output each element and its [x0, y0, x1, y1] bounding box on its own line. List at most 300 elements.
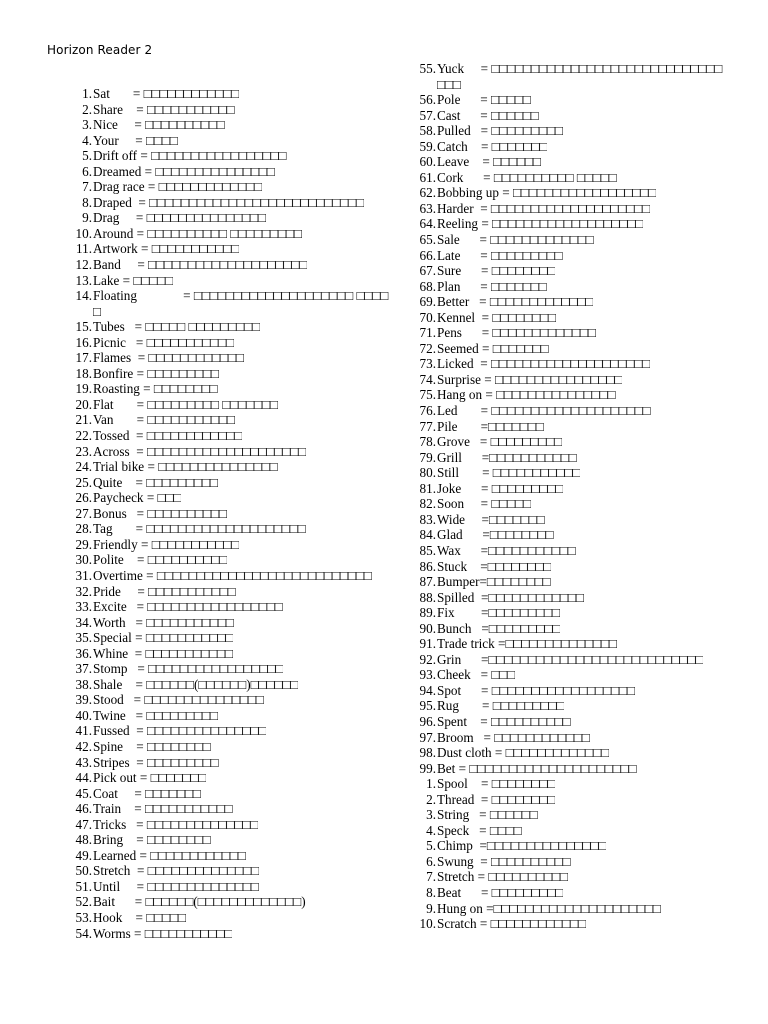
entry-text: Whine = □□□□□□□□□□□: [93, 645, 234, 661]
document-title: Horizon Reader 2: [47, 43, 153, 57]
vocab-entry: [60, 506, 400, 522]
entry-text: Tubes = □□□□□ □□□□□□□□□: [93, 319, 261, 335]
entry-text: Twine = □□□□□□□□□: [93, 707, 219, 723]
entry-number: 98.: [419, 745, 436, 761]
entry-number: 95.: [419, 698, 436, 714]
entry-number: 10.: [419, 916, 436, 932]
vocab-entry: [60, 630, 400, 646]
vocab-entry: [60, 319, 400, 335]
entry-text: Picnic = □□□□□□□□□□□: [93, 334, 235, 350]
entry-text: Bonus = □□□□□□□□□□: [93, 505, 227, 521]
entry-text: Worth = □□□□□□□□□□□: [93, 614, 234, 630]
entry-number: 16.: [75, 334, 92, 350]
vocab-entry: [404, 574, 730, 590]
entry-number: 59.: [419, 138, 436, 154]
vocab-entry: [60, 86, 400, 102]
vocab-entry: [404, 792, 730, 808]
entry-text: Flat = □□□□□□□□□ □□□□□□□: [93, 396, 279, 412]
entry-text: Van = □□□□□□□□□□□: [93, 412, 235, 428]
vocab-entry: [404, 605, 730, 621]
vocab-entry: [404, 201, 730, 217]
vocab-entry: [404, 139, 730, 155]
entry-text: Excite = □□□□□□□□□□□□□□□□□: [93, 599, 283, 615]
entry-text: Stood = □□□□□□□□□□□□□□□: [93, 692, 264, 708]
entry-number: 58.: [419, 123, 436, 139]
vocab-entry: [60, 350, 400, 366]
entry-text: Tag = □□□□□□□□□□□□□□□□□□□□: [93, 521, 306, 537]
entry-number: 82.: [419, 496, 436, 512]
entry-text: Drag = □□□□□□□□□□□□□□□: [93, 210, 267, 226]
entry-text: Hook = □□□□□: [93, 909, 187, 925]
entry-number: 50.: [75, 863, 92, 879]
vocab-entry: [60, 164, 400, 180]
entry-text: Pens = □□□□□□□□□□□□□: [437, 325, 596, 341]
vocab-entry: [60, 459, 400, 475]
entry-text: Pick out = □□□□□□□: [93, 770, 207, 786]
entry-number: 64.: [419, 216, 436, 232]
vocab-entry: [404, 294, 730, 310]
entry-number: 78.: [419, 434, 436, 450]
vocab-entry: [404, 527, 730, 543]
vocab-entry: [60, 677, 400, 693]
entry-text: Polite = □□□□□□□□□□: [93, 552, 228, 568]
entry-number: 66.: [419, 247, 436, 263]
vocab-entry: [404, 403, 730, 419]
vocab-entry: [404, 916, 730, 932]
entry-number: 6.: [426, 853, 436, 869]
entry-text: Artwork = □□□□□□□□□□□: [93, 241, 240, 257]
vocab-entry: [60, 490, 400, 506]
entry-number: 26.: [75, 490, 92, 506]
entry-number: 94.: [419, 682, 436, 698]
entry-text: Yuck = □□□□□□□□□□□□□□□□□□□□□□□□□□□□□□□□: [437, 61, 723, 92]
vocab-entry: [404, 92, 730, 108]
vocab-entry: [404, 310, 730, 326]
vocab-entry: [404, 356, 730, 372]
entry-number: 15.: [75, 319, 92, 335]
entry-text: Better = □□□□□□□□□□□□□: [437, 294, 594, 310]
entry-number: 80.: [419, 465, 436, 481]
vocab-entry: [60, 521, 400, 537]
vocab-entry: [60, 910, 400, 926]
vocab-entry: [404, 279, 730, 295]
entry-number: 75.: [419, 387, 436, 403]
entry-text: Fussed = □□□□□□□□□□□□□□□: [93, 723, 267, 739]
vocab-entry: [60, 210, 400, 226]
entry-text: Spot = □□□□□□□□□□□□□□□□□□: [437, 682, 636, 698]
vocab-entry: [60, 366, 400, 382]
entry-number: 36.: [75, 645, 92, 661]
entry-number: 28.: [75, 521, 92, 537]
entry-text: Stomp = □□□□□□□□□□□□□□□□□: [93, 661, 284, 677]
entry-text: Coat = □□□□□□□: [93, 785, 201, 801]
vocab-entry: [60, 584, 400, 600]
entry-text: Pulled = □□□□□□□□□: [437, 123, 564, 139]
entry-text: Cork = □□□□□□□□□□ □□□□□: [437, 169, 617, 185]
entry-number: 56.: [419, 92, 436, 108]
vocab-entry: [404, 232, 730, 248]
vocab-entry: [60, 755, 400, 771]
entry-number: 44.: [75, 770, 92, 786]
entry-text: Harder = □□□□□□□□□□□□□□□□□□□□: [437, 200, 651, 216]
entry-number: 57.: [419, 107, 436, 123]
entry-text: Grill =□□□□□□□□□□□: [437, 449, 577, 465]
entry-text: Bobbing up = □□□□□□□□□□□□□□□□□□: [437, 185, 657, 201]
entry-number: 60.: [419, 154, 436, 170]
entry-text: Bumper=□□□□□□□□: [437, 574, 551, 590]
entry-number: 6.: [82, 163, 92, 179]
vocab-entry: [60, 288, 400, 319]
entry-number: 8.: [82, 194, 92, 210]
vocab-entry: [404, 761, 730, 777]
vocab-entry: [60, 537, 400, 553]
vocab-entry: [60, 475, 400, 491]
entry-text: Bunch =□□□□□□□□□: [437, 620, 561, 636]
entry-text: Scratch = □□□□□□□□□□□□: [437, 916, 587, 932]
entry-text: Drag race = □□□□□□□□□□□□□: [93, 179, 263, 195]
entry-text: Pole = □□□□□: [437, 92, 531, 108]
vocab-entry: [404, 387, 730, 403]
entry-text: Speck = □□□□: [437, 822, 522, 838]
vocab-entry: [60, 102, 400, 118]
vocab-entry: [404, 636, 730, 652]
vocab-entry: [404, 698, 730, 714]
entry-text: Floating = □□□□□□□□□□□□□□□□□□□□ □□□□□: [93, 288, 389, 319]
vocab-entry: [60, 412, 400, 428]
entry-number: 61.: [419, 169, 436, 185]
vocab-entry: [404, 559, 730, 575]
vocab-entry: [404, 170, 730, 186]
entry-text: Chimp =□□□□□□□□□□□□□□□: [437, 838, 607, 854]
vocab-entry: [404, 512, 730, 528]
entry-text: Led = □□□□□□□□□□□□□□□□□□□□: [437, 403, 651, 419]
vocab-entry: [60, 599, 400, 615]
vocab-entry: [404, 185, 730, 201]
entry-number: 45.: [75, 785, 92, 801]
entry-number: 67.: [419, 263, 436, 279]
entry-number: 87.: [419, 574, 436, 590]
entry-number: 54.: [75, 925, 92, 941]
vocab-entry: [404, 869, 730, 885]
vocab-entry: [60, 397, 400, 413]
vocab-entry: [60, 739, 400, 755]
entry-text: Roasting = □□□□□□□□: [93, 381, 218, 397]
vocab-entry: [60, 257, 400, 273]
entry-text: Spool = □□□□□□□□: [437, 776, 556, 792]
entry-number: 71.: [419, 325, 436, 341]
entry-number: 92.: [419, 651, 436, 667]
entry-number: 29.: [75, 536, 92, 552]
entry-text: Nice = □□□□□□□□□□: [93, 117, 225, 133]
entry-text: Beat = □□□□□□□□□: [437, 884, 564, 900]
entry-number: 74.: [419, 371, 436, 387]
entry-text: Wide =□□□□□□□: [437, 511, 545, 527]
entry-text: Catch = □□□□□□□: [437, 138, 548, 154]
entry-text: Still = □□□□□□□□□□□: [437, 465, 581, 481]
entry-number: 63.: [419, 200, 436, 216]
entry-text: Bet = □□□□□□□□□□□□□□□□□□□□□: [437, 760, 637, 776]
entry-number: 22.: [75, 428, 92, 444]
entry-text: Dust cloth = □□□□□□□□□□□□□: [437, 745, 610, 761]
entry-number: 11.: [76, 241, 92, 257]
entry-number: 40.: [75, 707, 92, 723]
entry-text: Trade trick =□□□□□□□□□□□□□□: [437, 636, 617, 652]
vocab-entry: [404, 885, 730, 901]
entry-text: Tossed = □□□□□□□□□□□□: [93, 428, 243, 444]
entry-text: Seemed = □□□□□□□: [437, 340, 549, 356]
vocab-entry: [404, 434, 730, 450]
entry-number: 65.: [419, 232, 436, 248]
vocab-entry: [404, 621, 730, 637]
entry-text: Your = □□□□: [93, 132, 178, 148]
vocab-entry: [404, 838, 730, 854]
entry-number: 88.: [419, 589, 436, 605]
entry-text: Lake = □□□□□: [93, 272, 174, 288]
vocab-entry: [60, 381, 400, 397]
vocab-entry: [60, 848, 400, 864]
entry-number: 43.: [75, 754, 92, 770]
entry-text: Learned = □□□□□□□□□□□□: [93, 847, 246, 863]
entry-text: Sale = □□□□□□□□□□□□□: [437, 232, 594, 248]
entry-number: 38.: [75, 676, 92, 692]
entry-number: 77.: [419, 418, 436, 434]
entry-number: 2.: [426, 791, 436, 807]
vocab-entry: [404, 481, 730, 497]
entry-number: 53.: [75, 909, 92, 925]
vocab-entry: [404, 108, 730, 124]
entry-number: 70.: [419, 309, 436, 325]
entry-text: Sat = □□□□□□□□□□□□: [93, 86, 240, 101]
vocab-entry: [60, 273, 400, 289]
entry-text: Share = □□□□□□□□□□□: [93, 101, 235, 117]
entry-number: 81.: [419, 480, 436, 496]
entry-text: Stretch = □□□□□□□□□□: [437, 869, 569, 885]
entry-number: 25.: [75, 474, 92, 490]
entry-number: 46.: [75, 801, 92, 817]
entry-number: 89.: [419, 605, 436, 621]
vocab-entry: [404, 372, 730, 388]
entry-text: Quite = □□□□□□□□□: [93, 474, 218, 490]
vocab-entry: [404, 496, 730, 512]
entry-number: 7.: [82, 179, 92, 195]
entry-text: Grin =□□□□□□□□□□□□□□□□□□□□□□□□□□□: [437, 651, 704, 667]
entry-number: 73.: [419, 356, 436, 372]
entry-number: 12.: [75, 257, 92, 273]
vocab-entry: [60, 226, 400, 242]
entry-text: Special = □□□□□□□□□□□: [93, 630, 234, 646]
vocab-entry: [404, 123, 730, 139]
entry-text: Late = □□□□□□□□□: [437, 247, 563, 263]
vocab-entry: [60, 179, 400, 195]
vocab-entry: [60, 335, 400, 351]
entry-text: Pride = □□□□□□□□□□□: [93, 583, 236, 599]
entry-number: 8.: [426, 884, 436, 900]
entry-number: 9.: [426, 900, 436, 916]
entry-number: 39.: [75, 692, 92, 708]
entry-number: 37.: [75, 661, 92, 677]
entry-text: Until = □□□□□□□□□□□□□□: [93, 878, 259, 894]
entry-number: 84.: [419, 527, 436, 543]
entry-number: 47.: [75, 816, 92, 832]
entry-text: Bait = □□□□□□(□□□□□□□□□□□□□): [93, 894, 306, 910]
entry-text: Cast = □□□□□□: [437, 107, 539, 123]
vocab-entry: [404, 901, 730, 917]
entry-number: 69.: [419, 294, 436, 310]
vocab-entry: [404, 683, 730, 699]
vocab-entry: [404, 854, 730, 870]
entry-text: Grove = □□□□□□□□□: [437, 434, 563, 450]
vocab-entry: [404, 730, 730, 746]
entry-text: Draped = □□□□□□□□□□□□□□□□□□□□□□□□□□□: [93, 194, 365, 210]
entry-number: 35.: [75, 630, 92, 646]
entry-text: Bring = □□□□□□□□: [93, 832, 211, 848]
entry-number: 48.: [75, 832, 92, 848]
entry-text: Worms = □□□□□□□□□□□: [93, 925, 233, 941]
entry-number: 83.: [419, 511, 436, 527]
entry-number: 18.: [75, 365, 92, 381]
entry-number: 32.: [75, 583, 92, 599]
entry-text: Dreamed = □□□□□□□□□□□□□□□: [93, 163, 275, 179]
entry-number: 76.: [419, 403, 436, 419]
entry-text: Train = □□□□□□□□□□□: [93, 801, 233, 817]
entry-number: 31.: [75, 567, 92, 583]
entry-number: 49.: [75, 847, 92, 863]
entry-text: Stuck =□□□□□□□□: [437, 558, 552, 574]
entry-text: Shale = □□□□□□(□□□□□□)□□□□□□: [93, 676, 299, 692]
vocab-entry: [60, 770, 400, 786]
vocab-entry: [404, 543, 730, 559]
vocab-entry: [404, 154, 730, 170]
entry-number: 17.: [75, 350, 92, 366]
vocab-entry: [404, 667, 730, 683]
entry-text: Surprise = □□□□□□□□□□□□□□□□: [437, 371, 623, 387]
entry-number: 1.: [426, 776, 436, 792]
vocab-entry: [404, 341, 730, 357]
entry-number: 86.: [419, 558, 436, 574]
entry-text: Band = □□□□□□□□□□□□□□□□□□□□: [93, 257, 308, 273]
entry-text: Stripes = □□□□□□□□□: [93, 754, 219, 770]
entry-text: Flames = □□□□□□□□□□□□: [93, 350, 245, 366]
entry-number: 5.: [426, 838, 436, 854]
vocab-entry: [60, 615, 400, 631]
entry-number: 24.: [75, 459, 92, 475]
vocab-entry: [60, 195, 400, 211]
entry-number: 10.: [75, 225, 92, 241]
entry-text: Spilled =□□□□□□□□□□□□: [437, 589, 584, 605]
vocab-entry: [60, 568, 400, 584]
vocab-entry: [404, 745, 730, 761]
vocab-entry: [60, 708, 400, 724]
vocab-entry: [60, 817, 400, 833]
entry-number: 91.: [419, 636, 436, 652]
vocab-entry: [404, 776, 730, 792]
vocab-entry: [60, 444, 400, 460]
entry-text: Swung = □□□□□□□□□□: [437, 853, 571, 869]
entry-number: 62.: [419, 185, 436, 201]
entry-text: Overtime = □□□□□□□□□□□□□□□□□□□□□□□□□□□: [93, 567, 372, 583]
entry-number: 85.: [419, 542, 436, 558]
entry-number: 97.: [419, 729, 436, 745]
entry-number: 9.: [82, 210, 92, 226]
vocab-entry: [60, 148, 400, 164]
entry-text: Trial bike = □□□□□□□□□□□□□□□: [93, 459, 278, 475]
vocab-entry: [60, 646, 400, 662]
vocab-entry: [404, 325, 730, 341]
entry-number: 79.: [419, 449, 436, 465]
vocab-entry: [404, 419, 730, 435]
entry-number: 90.: [419, 620, 436, 636]
vocab-entry: [404, 652, 730, 668]
vocab-entry: [60, 894, 400, 910]
vocab-entry: [60, 863, 400, 879]
entry-number: 72.: [419, 340, 436, 356]
entry-number: 34.: [75, 614, 92, 630]
entry-text: Stretch = □□□□□□□□□□□□□□: [93, 863, 260, 879]
entry-text: Around = □□□□□□□□□□ □□□□□□□□□: [93, 225, 302, 241]
entry-number: 21.: [75, 412, 92, 428]
entry-number: 96.: [419, 713, 436, 729]
vocab-entry: [404, 263, 730, 279]
entry-text: Hang on = □□□□□□□□□□□□□□□: [437, 387, 616, 403]
entry-text: Leave = □□□□□□: [437, 154, 541, 170]
vocab-entry: [404, 450, 730, 466]
entry-number: 13.: [75, 272, 92, 288]
entry-number: 55.: [419, 61, 436, 76]
vocab-entry: [404, 807, 730, 823]
entry-number: 3.: [82, 117, 92, 133]
vocab-entry: [60, 723, 400, 739]
entry-text: Joke = □□□□□□□□□: [437, 480, 564, 496]
entry-number: 2.: [82, 101, 92, 117]
entry-number: 93.: [419, 667, 436, 683]
entry-text: Soon = □□□□□: [437, 496, 532, 512]
entry-text: Tricks = □□□□□□□□□□□□□□: [93, 816, 259, 832]
vocab-entry: [60, 926, 400, 942]
entry-number: 14.: [75, 288, 92, 304]
entry-text: Sure = □□□□□□□□: [437, 263, 556, 279]
vocab-entry: [404, 248, 730, 264]
vocab-entry: [60, 879, 400, 895]
vocab-entry: [404, 61, 730, 92]
entry-text: Fix =□□□□□□□□□: [437, 605, 561, 621]
entry-number: 5.: [82, 148, 92, 164]
entry-number: 68.: [419, 278, 436, 294]
entry-text: Spent = □□□□□□□□□□: [437, 713, 571, 729]
entry-text: Across = □□□□□□□□□□□□□□□□□□□□: [93, 443, 307, 459]
entry-number: 27.: [75, 505, 92, 521]
entry-number: 52.: [75, 894, 92, 910]
vocab-entry: [404, 216, 730, 232]
vocab-entry: [60, 552, 400, 568]
entry-text: Thread = □□□□□□□□: [437, 791, 556, 807]
vocab-entry: [404, 465, 730, 481]
entry-text: Bonfire = □□□□□□□□□: [93, 365, 220, 381]
entry-text: Pile =□□□□□□□: [437, 418, 544, 434]
entry-text: Kennel = □□□□□□□□: [437, 309, 557, 325]
vocab-entry: [60, 832, 400, 848]
entry-number: 4.: [82, 132, 92, 148]
entry-number: 20.: [75, 396, 92, 412]
entry-text: String = □□□□□□: [437, 807, 538, 823]
vocab-entry: [60, 801, 400, 817]
entry-number: 41.: [75, 723, 92, 739]
entry-text: Glad =□□□□□□□□: [437, 527, 554, 543]
entry-text: Cheek = □□□: [437, 667, 516, 683]
vocab-entry: [404, 714, 730, 730]
entry-number: 99.: [419, 760, 436, 776]
vocab-entry: [60, 428, 400, 444]
entry-number: 4.: [426, 822, 436, 838]
